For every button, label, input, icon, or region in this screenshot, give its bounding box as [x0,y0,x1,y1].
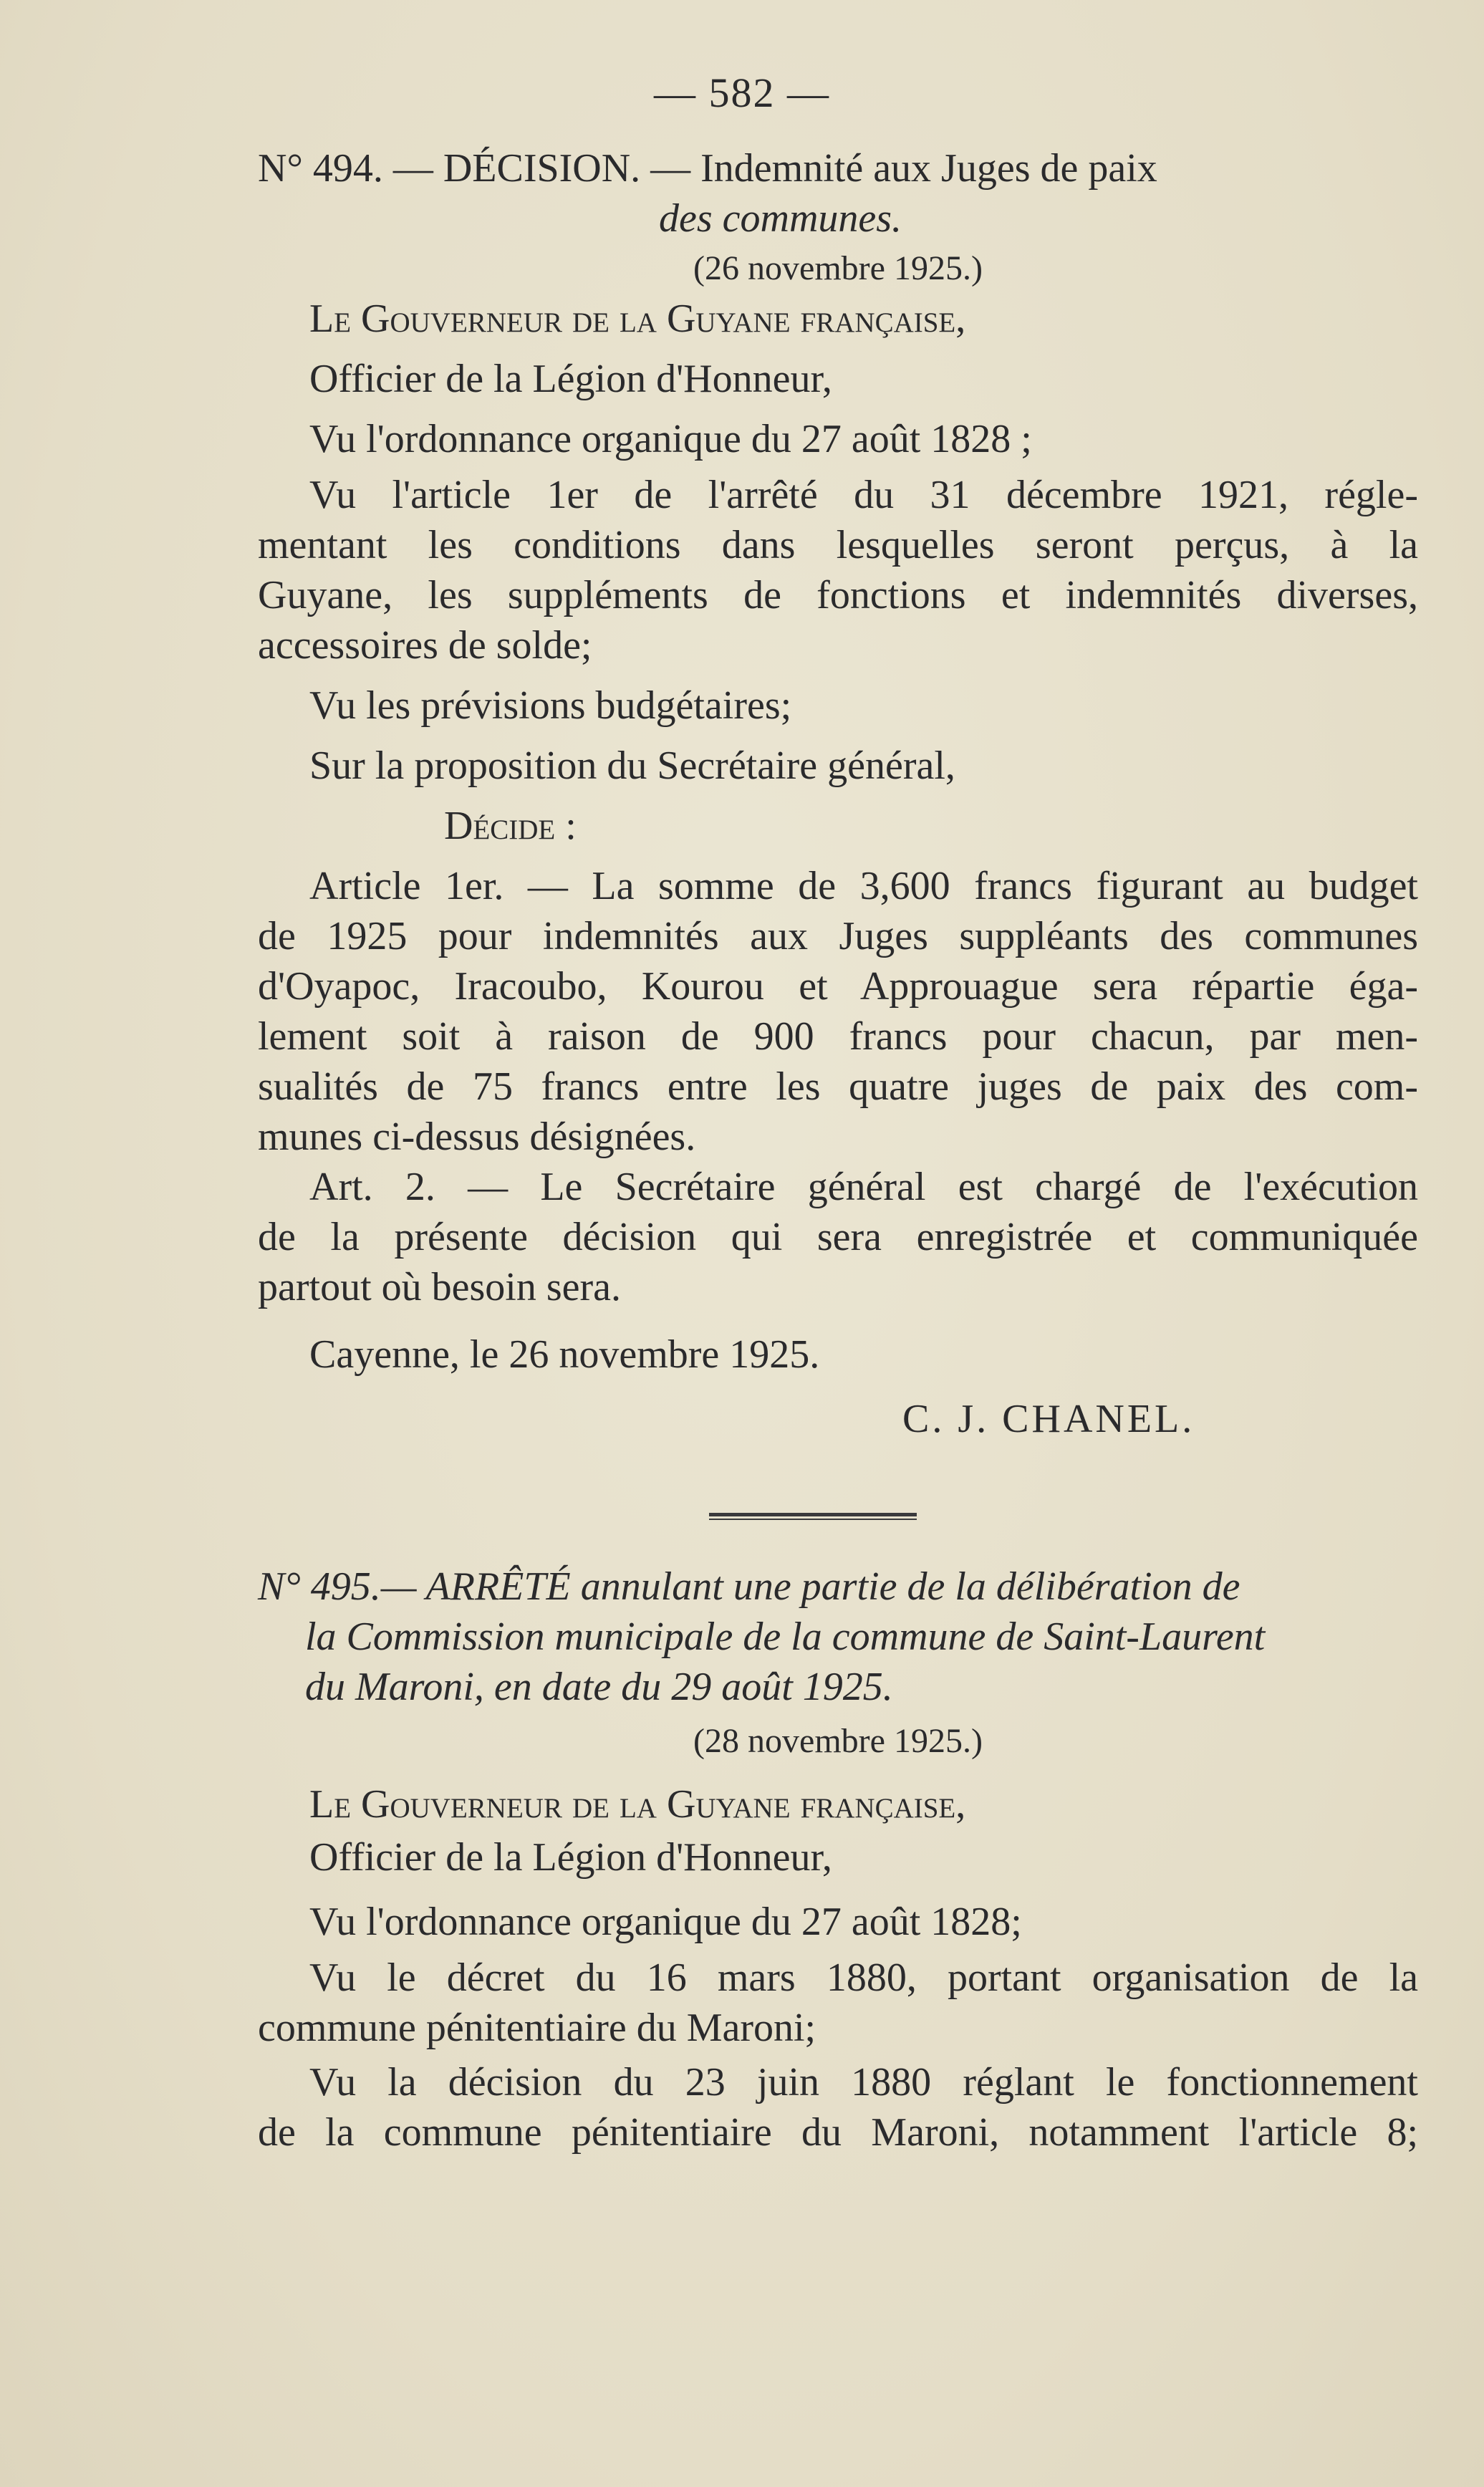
arrete-495-visa-decision: Vu la décision du 23 juin 1880 réglant le fonctionnement [309,2060,1418,2104]
decision-494-visa-arrete: Vu l'article 1er de l'arrêté du 31 décembre 1921, régle- [309,473,1418,517]
decision-494-text-line: accessoires de solde; [258,623,592,668]
decision-494-text-line: mentant les conditions dans lesquelles seront perçus, à la [258,523,1418,567]
decision-494-heading [258,143,1418,193]
decision-494-heading-line1: N° 494. — DÉCISION. — Indemnité aux Juges de paix [258,146,1157,191]
decision-494-text-line: Guyane, les suppléments de fonctions et indemnités diverses, [258,573,1418,617]
decision-494-visa-budget: Vu les prévisions budgétaires; [309,683,792,728]
decision-494-date: (26 novembre 1925.) [693,249,983,287]
arrete-495-heading-line1: N° 495.— ARRÊTÉ annulant une partie de la délibération de [258,1564,1240,1609]
decision-494-proposal: Sur la proposition du Secrétaire général, [309,744,955,788]
decision-494-article-1: Article 1er. — La somme de 3,600 francs figurant au budget [309,864,1418,908]
arrete-495-date: (28 novembre 1925.) [693,1722,983,1760]
decision-494-visa-ordonnance: Vu l'ordonnance organique du 27 août 1828 ; [309,417,1032,461]
decision-494-text-line: partout où besoin sera. [258,1265,621,1309]
decision-494-text-line: de 1925 pour indemnités aux Juges suppléants des communes [258,914,1418,958]
decision-494-officer: Officier de la Légion d'Honneur, [309,357,832,401]
arrete-495-governor: Le Gouverneur de la Guyane française, [309,1782,966,1827]
arrete-495-heading-line3: du Maroni, en date du 29 août 1925. [305,1665,893,1709]
arrete-495-officer: Officier de la Légion d'Honneur, [309,1835,832,1880]
decision-494-article-2: Art. 2. — Le Secrétaire général est chargé de l'exécution [309,1165,1418,1209]
decision-494-text-line: munes ci-dessus désignées. [258,1115,696,1159]
arrete-495-text-line: de la commune pénitentiaire du Maroni, notamment l'article 8; [258,2110,1418,2155]
arrete-495-heading-line2: la Commission municipale de la commune de Saint-Laurent [305,1615,1266,1659]
decision-494-text-line: de la présente décision qui sera enregistrée et communiquée [258,1215,1418,1259]
arrete-495-visa-decret: Vu le décret du 16 mars 1880, portant organisation de la [309,1956,1418,2000]
decision-494-place-date: Cayenne, le 26 novembre 1925. [309,1332,820,1377]
decision-494-text-line: lement soit à raison de 900 francs pour chacun, par men- [258,1014,1418,1059]
decision-494-heading-line2: des communes. [659,196,902,241]
decision-494-text-line: d'Oyapoc, Iracoubo, Kourou et Approuague sera répartie éga- [258,964,1418,1009]
arrete-495 [258,1562,1418,2158]
decision-494-decide: Décide : [444,804,577,848]
page-number: — 582 — [654,69,830,116]
decision-494-signature: C. J. CHANEL. [902,1397,1195,1441]
arrete-495-text-line: commune pénitentiaire du Maroni; [258,2006,816,2050]
decision-494-governor: Le Gouverneur de la Guyane française, [309,297,966,341]
decision-494 [258,143,1418,1444]
section-divider [709,1513,917,1520]
decision-494-text-line: sualités de 75 francs entre les quatre juges de paix des com- [258,1064,1418,1109]
arrete-495-visa-ordonnance: Vu l'ordonnance organique du 27 août 1828; [309,1900,1022,1944]
